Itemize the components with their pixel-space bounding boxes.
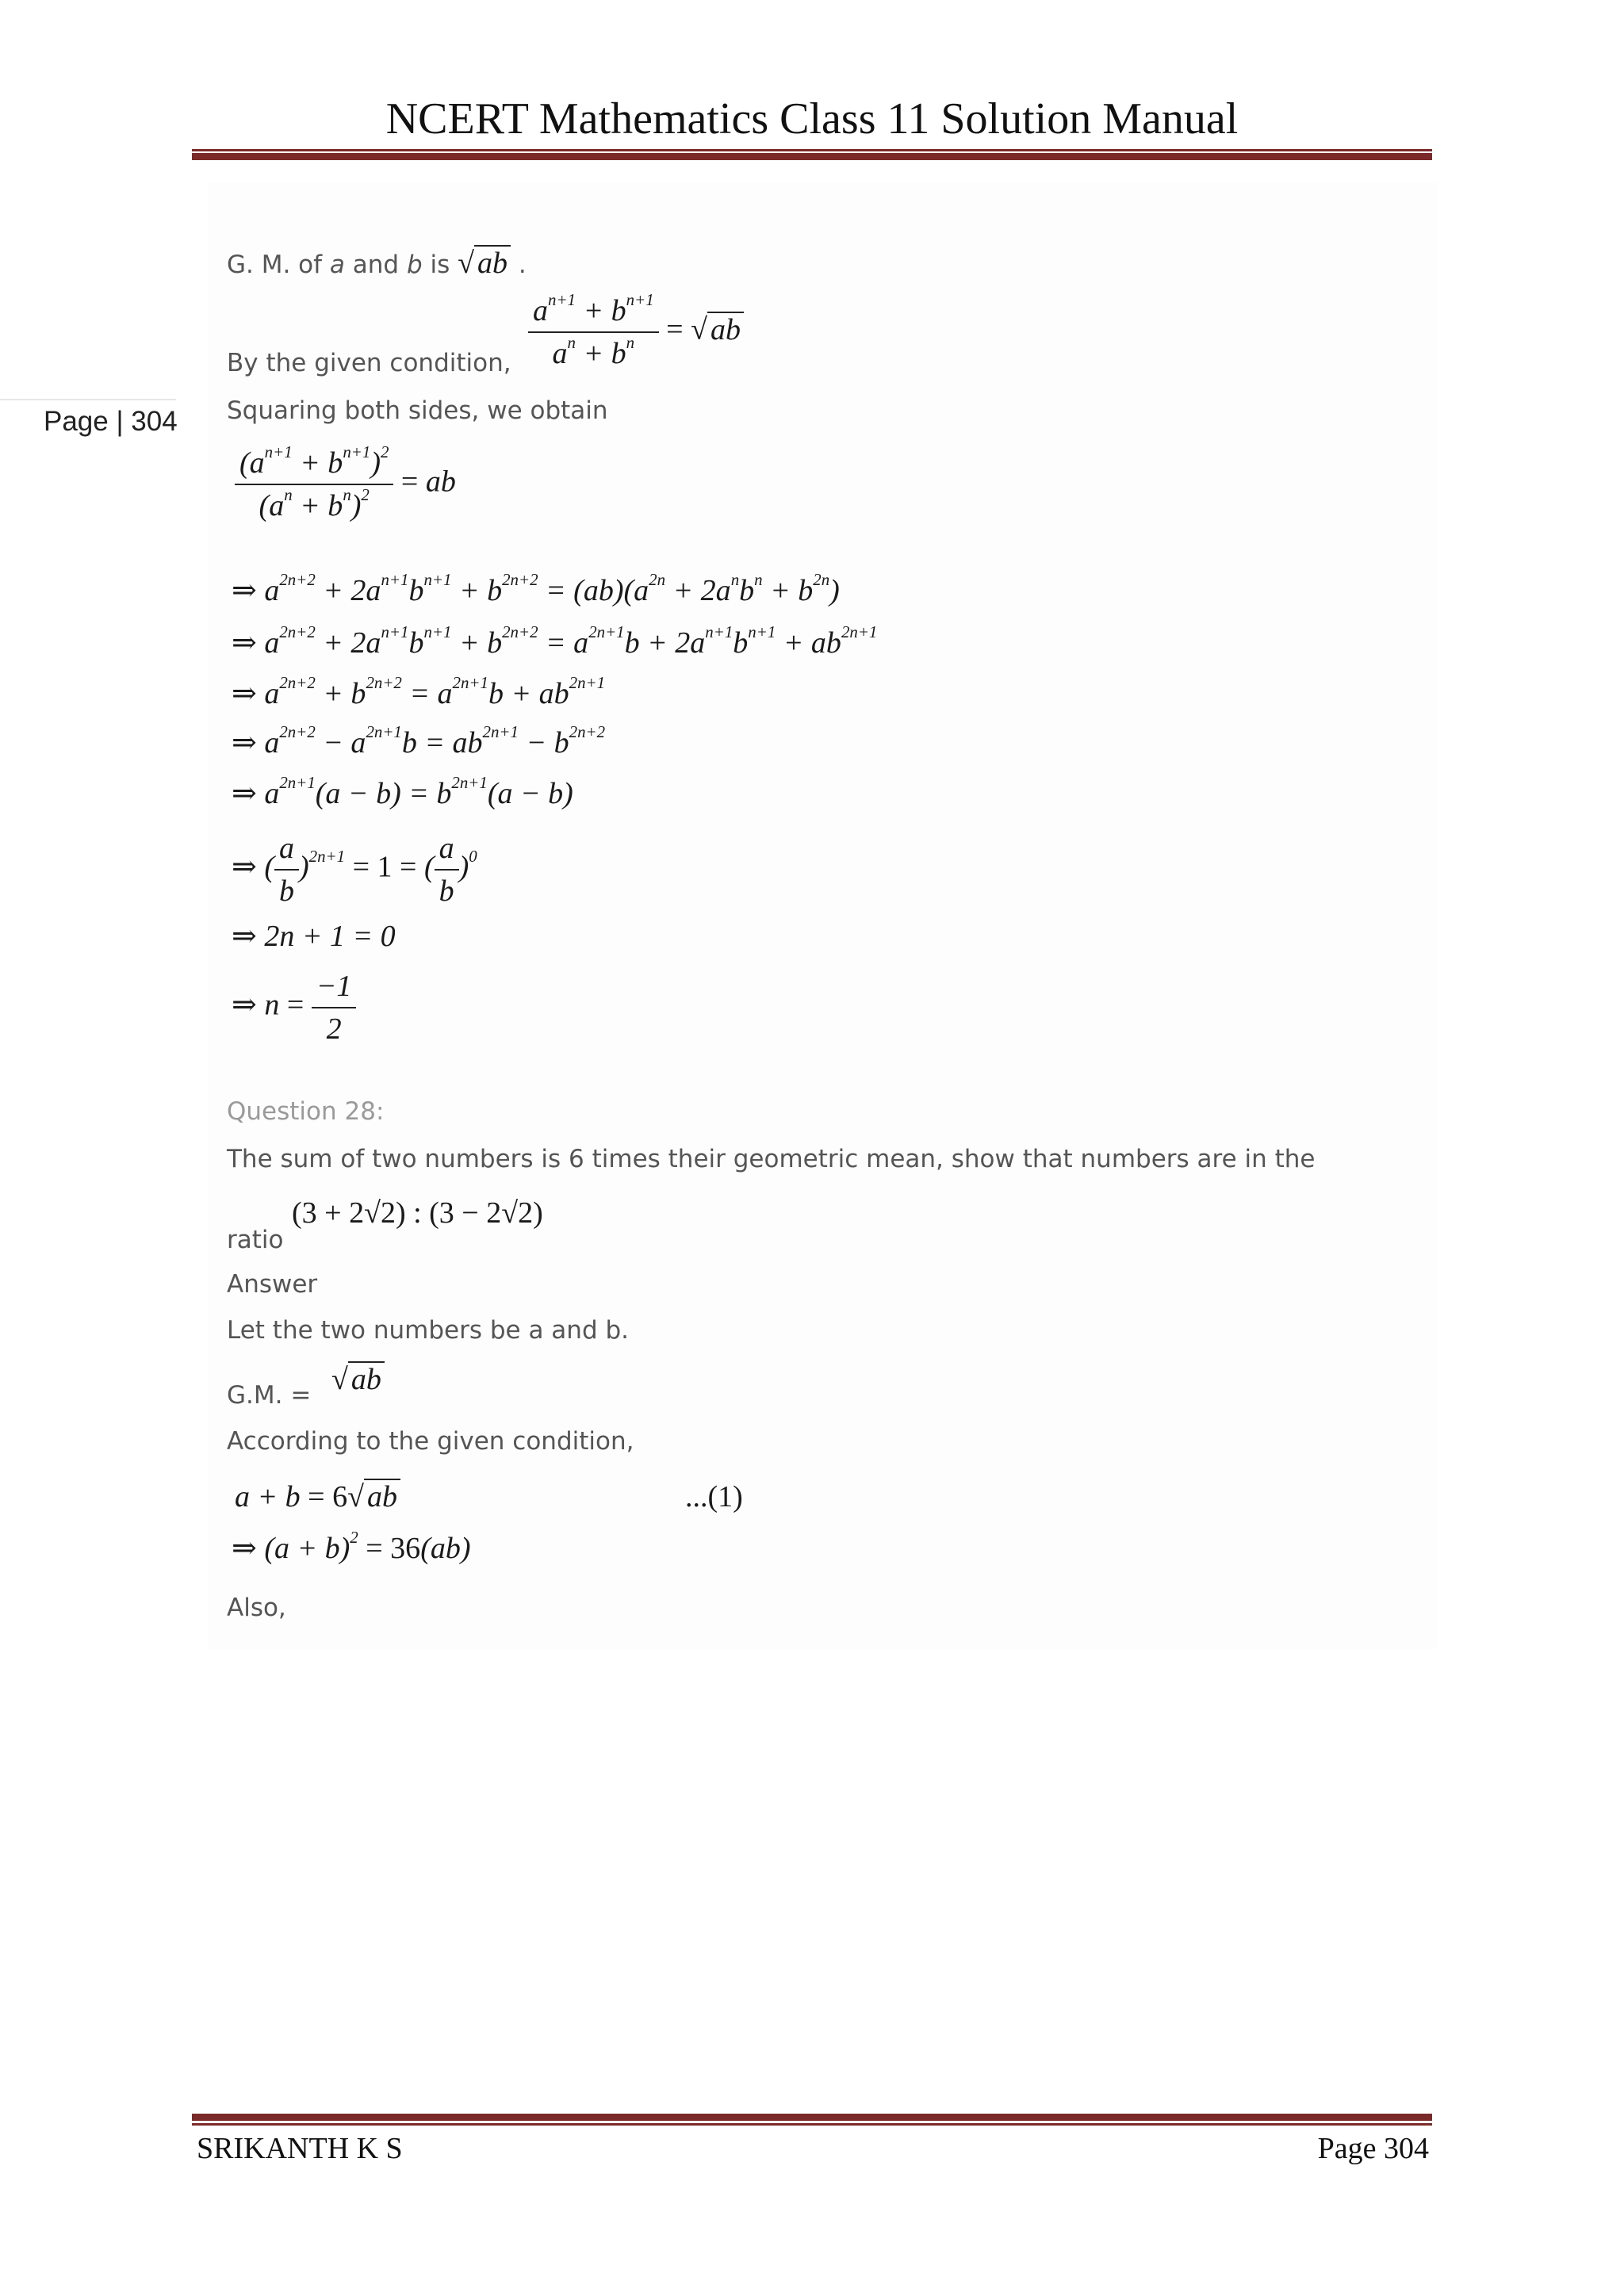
derivation-step-4: ⇒ $a^{2n+2} + b^{2n+2} = a^{2n+1}b + ab^{2n+1}$ [232, 673, 606, 710]
footer-page-number: Page 304 [1317, 2132, 1429, 2165]
footer-rule-thick [192, 2114, 1432, 2121]
question-heading: Question 28: [227, 1097, 385, 1126]
squaring-text: Squaring both sides, we obtain [227, 396, 608, 425]
equation-1-squared: ⇒ $(a + b)^2 = 36(ab)$ [232, 1528, 471, 1565]
derivation-step-2: ⇒ $a^{2n+2} + 2a^{n+1}b^{n+1} + b^{2n+2} = (ab)(a^{2n} + 2a^nb^n + b^{2n})$ [232, 570, 840, 607]
header-rule-thick [192, 153, 1432, 160]
derivation-step-3: ⇒ $a^{2n+2} + 2a^{n+1}b^{n+1} + b^{2n+2} = a^{2n+1}b + 2a^{n+1}b^{n+1} + ab^{2n+1}$ [232, 622, 878, 660]
gm-sqrt-expression: √ ab [458, 245, 511, 280]
also-text: Also, [227, 1594, 286, 1622]
side-page-number: Page | 304 [44, 406, 178, 437]
given-condition-text: By the given condition, [227, 349, 511, 377]
derivation-step-5: ⇒ $a^{2n+2} - a^{2n+1}b = ab^{2n+1} - b^{2n+2}$ [232, 722, 606, 760]
according-text: According to the given condition, [227, 1427, 634, 1456]
ratio-expression: (3 + 2√2) : (3 − 2√2) [292, 1196, 543, 1230]
derivation-step-6: ⇒ $a^{2n+1}(a - b) = b^{2n+1}(a - b)$ [232, 773, 573, 810]
derivation-step-1: $\frac{(a^{n+1} + b^{n+1})^2}{(a^n + b^n)^2}$ = ab [235, 446, 456, 523]
gm-sqrt-ab: √ ab [331, 1362, 385, 1397]
answer-label: Answer [227, 1270, 318, 1299]
footer-rule-thin [192, 2123, 1432, 2126]
gm-statement: G. M. of a and b is √ ab . [227, 247, 527, 280]
derivation-step-9: ⇒ n = $\frac{-1}{2}$ [232, 969, 356, 1047]
footer-author: SRIKANTH K S [197, 2132, 403, 2165]
side-margin-line [0, 399, 176, 400]
condition-equation: $\frac{a^{n+1} + b^{n+1}}{a^n + b^n}$ = √ ab [528, 293, 744, 371]
page-header-title: NCERT Mathematics Class 11 Solution Manual [385, 94, 1239, 144]
header-rule-thin [192, 149, 1432, 151]
let-numbers-text: Let the two numbers be a and b. [227, 1316, 630, 1345]
question-statement: The sum of two numbers is 6 times their geometric mean, show that numbers are in the [227, 1145, 1316, 1173]
equation-1-tag: ...(1) [685, 1480, 743, 1513]
derivation-step-7: ⇒ ( $\frac{a}{b}$ )$^{2n+1}$ = 1 = ( $\frac{a}{b}$ )$^0$ [232, 832, 477, 908]
derivation-step-8: ⇒ 2n + 1 = 0 [232, 920, 396, 953]
gm-label: G.M. = [227, 1381, 312, 1410]
ratio-word: ratio [227, 1226, 284, 1254]
equation-1: a + b = 6√ ab [235, 1479, 400, 1514]
